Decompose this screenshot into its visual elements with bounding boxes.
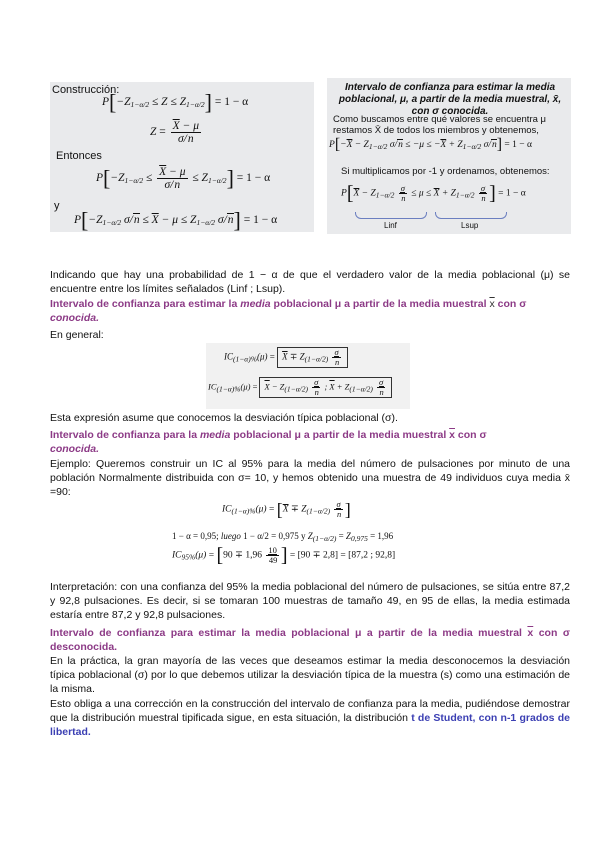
lsup-brace [435, 212, 507, 219]
equation-substituted: $P[-Z_{1-\alpha/2}$ ≤ $\frac{\overline{X} - \mu}{\sigma/n}$ ≤ $Z_{1-\alpha/2}] = 1 - \alpha$ [96, 165, 271, 191]
heading-ci-unknown-sigma: Intervalo de confianza para estimar la media poblacional μ a partir de la media muestral $\overline{x}$ con σ desconocida. [50, 627, 571, 653]
lsup-label: Lsup [461, 221, 479, 230]
paragraph-assumes-sigma: Esta expresión asume que conocemos la desviación típica poblacional (σ). [50, 412, 398, 424]
panel-text-1: Como buscamos entre qué valores se encuentra μ restamos X̄ de todos los miembros y obtenemos, [333, 114, 547, 136]
panel-title: Intervalo de confianza para estimar la media poblacional, μ, a partir de la media muestral, x̄, con σ conocida. [338, 82, 562, 117]
heading-ci-example: Intervalo de confianza para la media poblacional μ a partir de la media muestral $\overline{x}$ con σ conocida. [50, 429, 487, 455]
entonces-label: Entonces [56, 150, 102, 162]
y-label: y [54, 200, 60, 212]
construction-panel [50, 82, 314, 232]
paragraph-probability: Indicando que hay una probabilidad de 1 − α de que el verdadero valor de la media poblacional (μ) se encuentre entre los límites señalados (Linf ; Lsup). [50, 269, 570, 295]
example-equation-2: 1 − α = 0,95; luego 1 − α/2 = 0,975 y $Z_{(1-\alpha/2)} = Z_{0,975} = 1,96$ [172, 531, 394, 543]
example-equations [170, 500, 420, 578]
paragraph-interpretation: Interpretación: con una confianza del 95% la media poblacional del número de pulsaciones, se sitúa entre 87,2 y 92,8 pulsaciones. Es decir, si se tomaran 100 muestras de tamaño 49, en 95 de ellas, la media estimada estaría entre 87,2 y 92,8 pulsaciones. [50, 581, 570, 621]
heading-ci-known-sigma: Intervalo de confianza para estimar la media poblacional μ a partir de la media muestral $\overline{x}$ con σ conocida. [50, 298, 527, 324]
linf-label: Linf [384, 221, 397, 230]
example-equation-1: $IC_{(1-\alpha)\%}(\mu) = [\overline{X} \mp Z_{(1-\alpha/2)}$ $\frac{\sigma}{n}$ ] [222, 499, 351, 520]
ic-formula-box [206, 343, 410, 409]
student-t-highlight: t de Student, con n-1 grados de libertad. [50, 712, 570, 738]
panel-equation-2: $P[\overline{X} - Z_{1-\alpha/2}$ $\frac{\sigma}{n}$ ≤ $\mu \le \overline{X} + Z_{1-\alpha/2}$ $\frac{\sigma}{n}$ ] = 1 − α [341, 182, 526, 205]
linf-brace [355, 212, 427, 219]
ic-formula-expanded: $IC(1-\alpha)\%(\mu) = \overline{X} - Z(1-\alpha/2)$ $\frac{\sigma}{n}$ ; $\overline{X} + Z(1-\alpha/2)$ $\frac{\sigma}{n}$ [208, 377, 392, 398]
paragraph-student-t: Esto obliga a una corrección en la construcción del intervalo de confianza para la media, pudiéndose demostrar que la distribución muestral tipificada sigue, en esta situación, la distribución t de Student, con n-1 grados de libertad. [50, 698, 570, 738]
paragraph-practice: En la práctica, la gran mayoría de las veces que deseamos estimar la media desconocemos la desviación típica poblacional (σ) por lo que debemos utilizar la desviación típica de la muestra (s) como una estimación de la misma. [50, 655, 570, 695]
construccion-label: Construcción: [52, 84, 120, 96]
equation-z-standardized: Z = $\frac{\overline{X} - \mu}{\sigma/n}$ [150, 120, 199, 145]
interval-derivation-panel [327, 78, 571, 234]
paragraph-example: Ejemplo: Queremos construir un IC al 95% para la media del número de pulsaciones por minuto de una población Normalmente distribuida con σ= 10, y hemos obtenido una muestra de 49 individuos cuya media x̄ =90: [50, 458, 570, 498]
panel-text-2: Si multiplicamos por -1 y ordenamos, obtenemos: [341, 166, 550, 177]
ic-formula-compact: $IC_{(1-\alpha)\%}(\mu) = \overline{X} \mp Z_{(1-\alpha/2)}$ $\frac{\sigma}{n}$ [224, 347, 348, 368]
equation-probability: $P[-Z_{1-\alpha/2} \le Z \le Z_{1-\alpha/2}] = 1 - \alpha$ [102, 89, 249, 115]
en-general-label: En general: [50, 329, 104, 341]
panel-equation-1: $P[-\overline{X} - Z_{1-\alpha/2}$ $\sigma/n \le -\mu \le -\overline{X} + Z_{1-\alpha/2}$ σ/n] = 1 − α [329, 135, 532, 153]
equation-multiplied: $P[-Z_{1-\alpha/2}$ $\sigma/n \le \overline{X} - \mu \le Z_{1-\alpha/2}$ σ/n] = 1 − α [74, 207, 278, 233]
example-equation-3: $IC_{95\%}(\mu) = [90 \mp 1,96$ $\frac{10}{49}$ ] = [90 ∓ 2,8] = [87,2 ; 92,8] [172, 544, 396, 567]
